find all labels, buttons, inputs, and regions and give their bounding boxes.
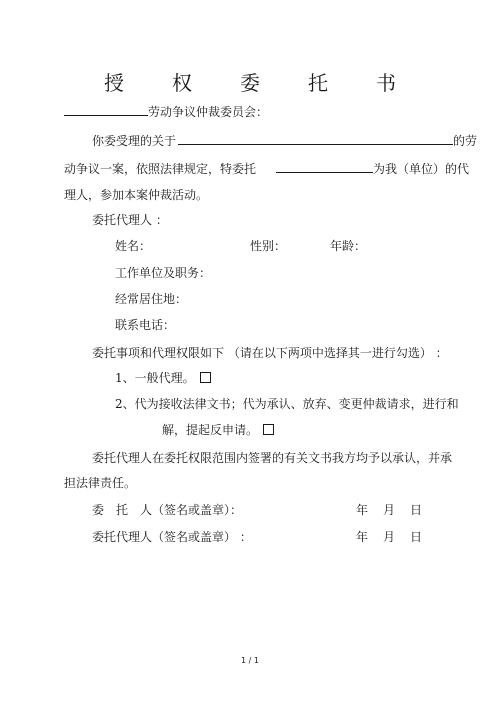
date-year: 年 [356,503,369,517]
option-special-line2 [162,422,274,438]
date-month: 月 [383,503,396,517]
date-day: 日 [410,530,423,544]
option-general [115,370,211,386]
agent-signature-label: 委托代理人（签名或盖章） ： [92,530,252,544]
para1-line2-suffix: 为我（单位）的代 [373,162,470,176]
para1-line2 [64,160,469,177]
title-char: 授 [104,71,124,95]
para1-line1 [92,132,477,149]
agent-date [356,529,437,545]
addressee-blank[interactable] [64,103,148,116]
title-char: 权 [172,71,192,95]
page-number: 1 / 1 [241,656,259,665]
option-special-label: 解，提起反申请。 [162,423,259,437]
para1-line1-prefix: 你委受理的关于 [92,134,177,148]
principal-date [356,502,437,518]
title-char: 委 [240,71,260,95]
title-char: 书 [376,71,396,95]
option-special-checkbox[interactable] [263,424,274,435]
addressee-suffix: 劳动争议仲裁委员会： [148,105,269,119]
agent-name-blank[interactable] [276,160,373,173]
principal-signature-label: 委 托 人（签名或盖章）： [92,503,243,517]
para1-line1-suffix: 的劳 [453,134,478,148]
scope-heading: 委托事项和代理权限如下 （请在以下两项中选择其一进行勾选） ： [92,346,448,360]
agent-heading: 委托代理人 ： [92,213,168,227]
document-title [0,70,500,96]
field-gender-label: 性别： [250,239,287,253]
option-general-checkbox[interactable] [200,372,211,383]
field-age-label: 年龄： [330,239,367,253]
acknowledge-line1: 委托代理人在委托权限范围内签署的有关文书我方均予以承认，并承 [92,451,453,465]
field-work-label: 工作单位及职务： [115,266,212,280]
addressee-line [64,103,268,120]
date-month: 月 [383,530,396,544]
acknowledge-line2: 担法律责任。 [64,476,137,490]
date-year: 年 [356,530,369,544]
field-address-label: 经常居住地： [115,292,188,306]
title-char: 托 [308,71,328,95]
date-day: 日 [410,503,423,517]
field-name-label: 姓名： [115,239,152,253]
dispute-blank[interactable] [178,132,453,145]
option-general-label: 1、一般代理。 [115,371,195,385]
para1-line3: 理人，参加本案仲裁活动。 [64,188,209,202]
para1-line2-prefix: 动争议一案，依照法律规定，特委托 [64,162,257,176]
field-phone-label: 联系电话： [115,318,176,332]
option-special-line1: 2、代为接收法律文书；代为承认、放弃、变更仲裁请求，进行和 [115,397,459,411]
